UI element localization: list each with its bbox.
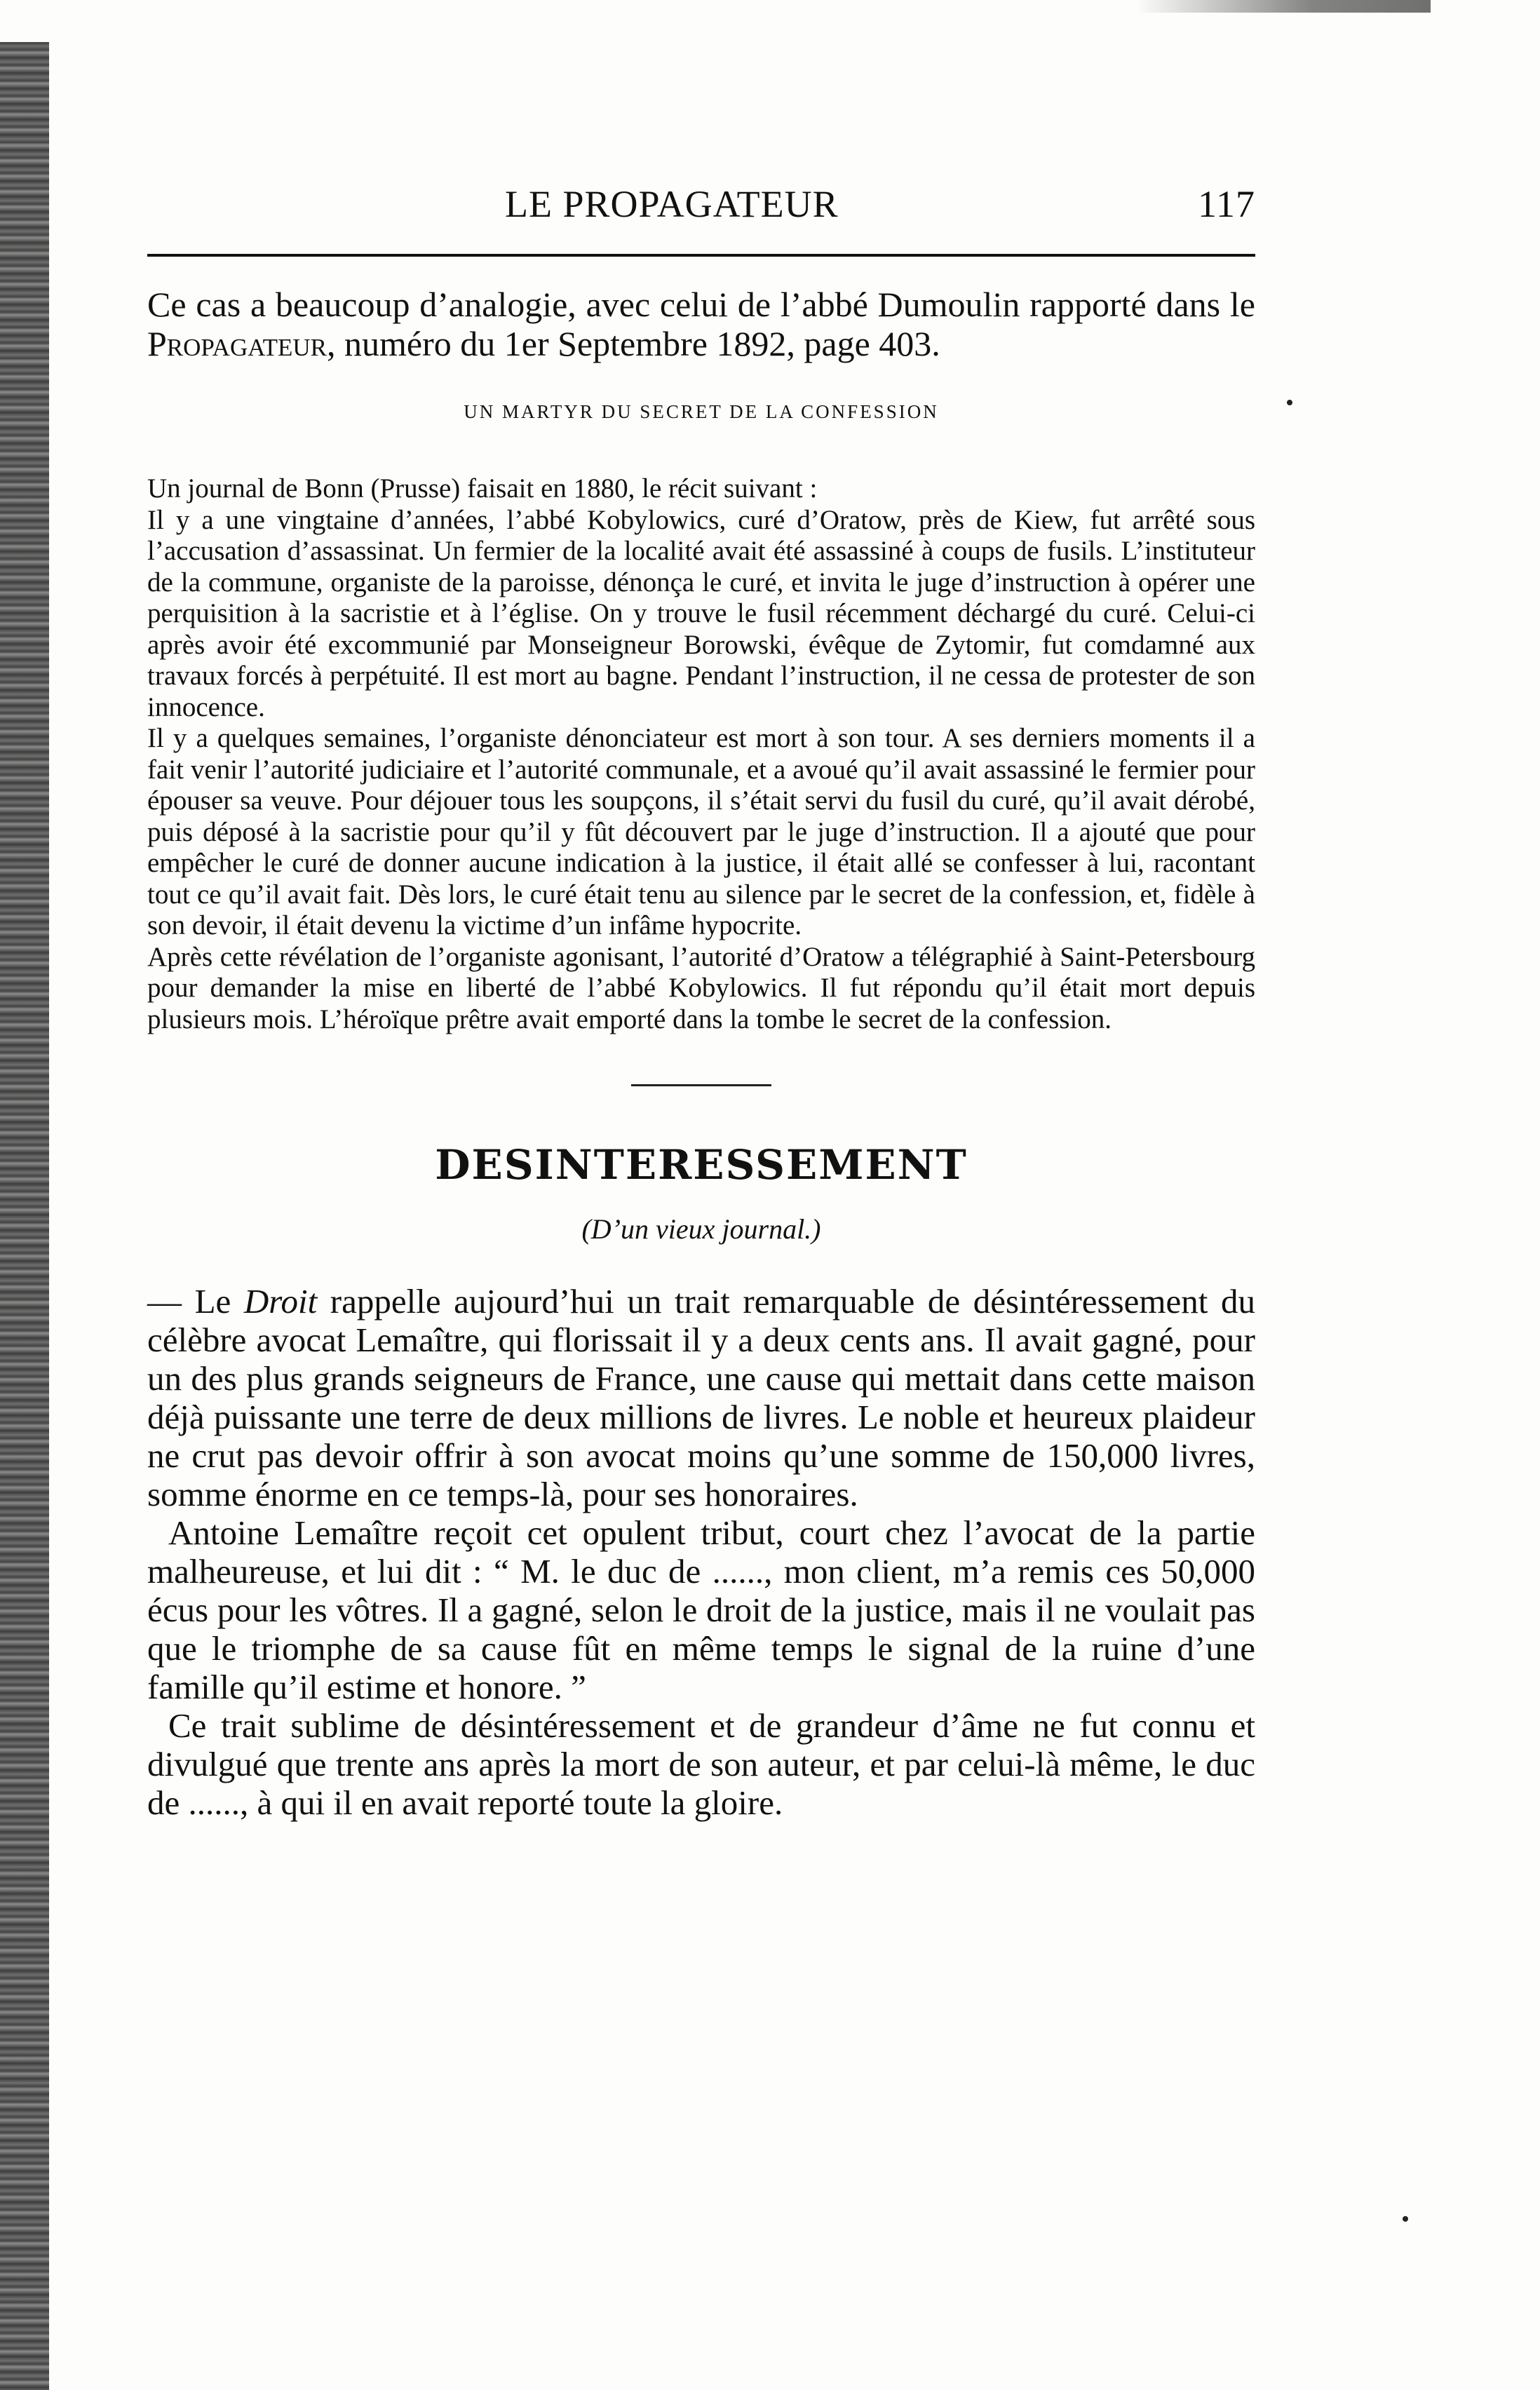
dash-lead: — Le bbox=[147, 1282, 244, 1321]
running-title: LE PROPAGATEUR bbox=[505, 183, 839, 225]
page-number: 117 bbox=[1198, 183, 1255, 225]
article-paragraph: Il y a une vingtaine d’années, l’abbé Kobylowics, curé d’Oratow, près de Kiew, fut arrêté sous l’accusation d’assassinat. Un fermier de la localité avait été assassiné à coups de fusils. L’instituteur de la commune, organiste de la paroisse, dénonça le curé, et invita le juge d’instruction à opérer une perquisition à la sacristie et à l’église. On y trouve le fusil récemment déchargé du curé. Celui-ci après avoir été excommunié par Monseigneur Borowski, évêque de Zytomir, fut comdamné aux travaux forcés à perpétuité. Il est mort au bagne. Pendant l’instruction, il ne cessa de protester de son innocence. bbox=[147, 504, 1255, 722]
running-head bbox=[147, 182, 1255, 238]
section-subtitle: (D’un vieux journal.) bbox=[581, 1213, 821, 1245]
ink-speck bbox=[1403, 2216, 1408, 2222]
section-paragraph: Antoine Lemaître reçoit cet opulent tribut, court chez l’avocat de la partie malheureuse, et lui dit : “ M. le duc de ......, mon client, m’a remis ces 50,000 écus pour les vôtres. Il a gagné, selon le droit de la justice, mais il ne voulait pas que le triomphe de sa cause fût en même temps le signal de la ruine d’une famille qu’il estime et honore. ” bbox=[147, 1513, 1255, 1706]
article-paragraph: Un journal de Bonn (Prusse) faisait en 1880, le récit suivant : bbox=[147, 473, 818, 504]
journal-droit: Droit bbox=[243, 1282, 318, 1321]
scan-top-mark bbox=[1136, 0, 1431, 13]
section-title: DESINTERESSEMENT bbox=[435, 1141, 968, 1189]
intro-text-1: Ce cas a beaucoup d’analogie, avec celui de l’abbé Dumoulin rapporté dans le bbox=[147, 285, 1255, 324]
intro-text-2: , numéro du 1er Septembre 1892, page 403. bbox=[327, 324, 940, 363]
scan-edge-shadow bbox=[0, 42, 49, 2390]
article-body bbox=[147, 473, 1255, 1035]
text-column bbox=[147, 182, 1255, 1822]
journal-name: Propagateur bbox=[147, 324, 327, 363]
section-paragraph: Ce trait sublime de désintéressement et de grandeur d’âme ne fut connu et divulgué que trente ans après la mort de son auteur, et par celui-là même, le duc de ......, à qui il en avait reporté toute la gloire. bbox=[147, 1706, 1255, 1822]
article-paragraph: Après cette révélation de l’organiste agonisant, l’autorité d’Oratow a télégraphié à Saint-Petersbourg pour demander la mise en liberté de l’abbé Kobylowics. Il fut répondu qu’il était mort depuis plusieurs mois. L’héroïque prêtre avait emporté dans la tombe le secret de la confession. bbox=[147, 941, 1255, 1034]
ink-speck bbox=[1287, 400, 1292, 405]
section-separator bbox=[631, 1084, 771, 1086]
section-body bbox=[147, 1282, 1255, 1822]
section-paragraph-1-text: rappelle aujourd’hui un trait remarquable de désintéressement du célèbre avocat Lemaître, qui florissait il y a deux cents ans. Il avait gagné, pour un des plus grands seigneurs de France, une cause qui mettait dans cette maison déjà puissante une terre de deux millions de livres. Le noble et heureux plaideur ne crut pas devoir offrir à son avocat moins qu’une somme de 150,000 livres, somme énorme en ce temps-là, pour ses honoraires. bbox=[147, 1282, 1255, 1513]
article-paragraph: Il y a quelques semaines, l’organiste dénonciateur est mort à son tour. A ses derniers moments il a fait venir l’autorité judiciaire et l’autorité communale, et a avoué qu’il avait assassiné le fermier pour épouser sa veuve. Pour déjouer tous les soupçons, il s’était servi du fusil du curé, qu’il avait dérobé, puis déposé à la sacristie pour qu’il y fût découvert par le juge d’instruction. Il a ajouté que pour empêcher le curé de donner aucune indication à la justice, il était allé se confesser à lui, racontant tout ce qu’il avait fait. Dès lors, le curé était tenu au silence par le secret de la confession, et, fidèle à son devoir, il était devenu la victime d’un infâme hypocrite. bbox=[147, 723, 1255, 940]
section-paragraph bbox=[147, 1282, 1255, 1513]
header-rule bbox=[147, 254, 1255, 257]
intro-paragraph bbox=[147, 285, 1255, 363]
article-heading: UN MARTYR DU SECRET DE LA CONFESSION bbox=[464, 401, 939, 422]
